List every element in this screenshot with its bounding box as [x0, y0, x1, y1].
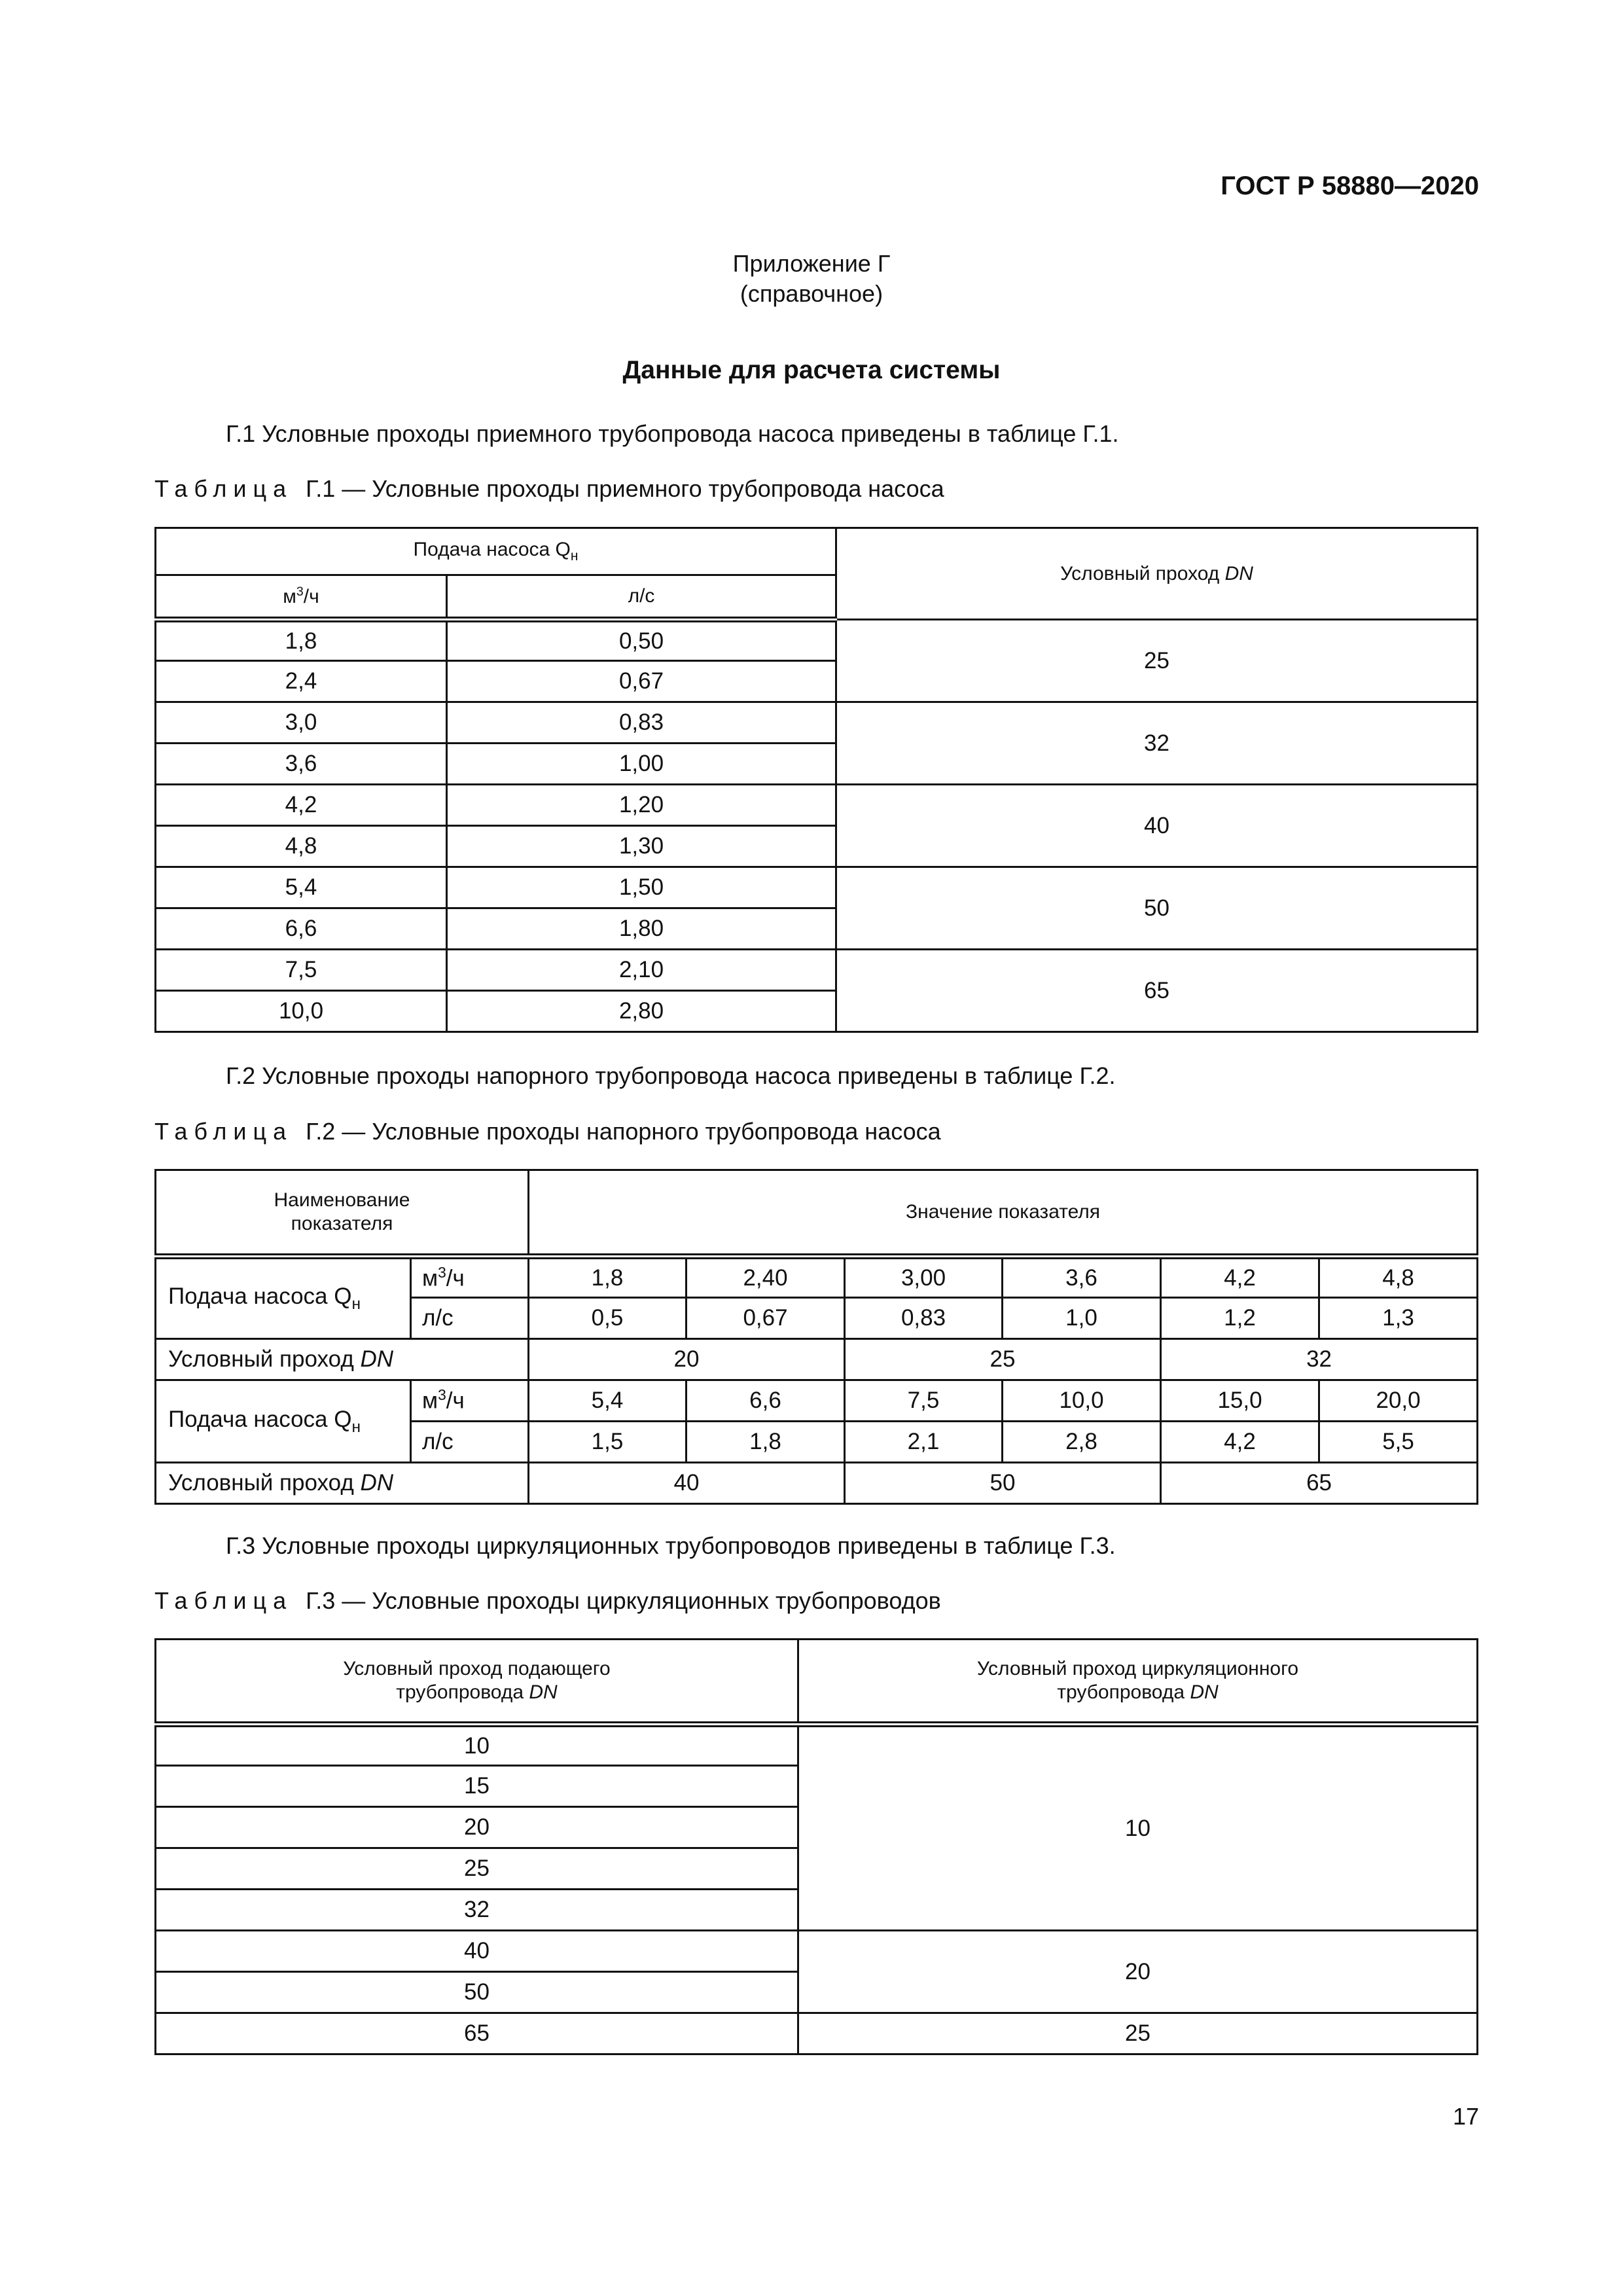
- dn-cell: 50: [845, 1463, 1161, 1504]
- table-2: [154, 1169, 1478, 1505]
- dn-label: Условный проход DN: [156, 1339, 529, 1380]
- value-cell: 4,2: [1161, 1422, 1319, 1463]
- value-cell: 1,0: [1003, 1298, 1161, 1339]
- m3-cell: 4,8: [156, 826, 447, 867]
- value-cell: 5,5: [1319, 1422, 1478, 1463]
- value-cell: 3,00: [845, 1257, 1003, 1298]
- page-number: 17: [1452, 2103, 1479, 2130]
- standard-number: ГОСТ Р 58880—2020: [1221, 171, 1479, 200]
- ls-cell: 1,20: [447, 785, 836, 826]
- m3-cell: 10,0: [156, 991, 447, 1032]
- value-cell: 6,6: [687, 1380, 845, 1422]
- value-cell: 2,1: [845, 1422, 1003, 1463]
- m3-cell: 4,2: [156, 785, 447, 826]
- supply-dn-header: Условный проход подающего трубопровода DN: [156, 1640, 798, 1725]
- unit-m3: $м^3/ч$: [411, 1380, 529, 1422]
- caption-word: Таблица: [154, 475, 293, 502]
- ls-header: л/с: [447, 575, 836, 620]
- circ-dn-cell: 25: [798, 2013, 1478, 2054]
- value-cell: 2,40: [687, 1257, 845, 1298]
- value-cell: 5,4: [529, 1380, 687, 1422]
- ls-cell: 2,80: [447, 991, 836, 1032]
- m3-cell: 3,0: [156, 702, 447, 744]
- ls-cell: 1,50: [447, 867, 836, 908]
- ls-cell: 1,80: [447, 908, 836, 950]
- dn-label: Условный проход DN: [156, 1463, 529, 1504]
- supply-dn-cell: 40: [156, 1931, 798, 1972]
- table-2-intro: Г.2 Условные проходы напорного трубопровода насоса приведены в таблице Г.2.: [226, 1062, 1116, 1089]
- dn-cell: 65: [1161, 1463, 1478, 1504]
- dn-cell: 25: [845, 1339, 1161, 1380]
- m3-cell: 3,6: [156, 744, 447, 785]
- value-cell: 0,5: [529, 1298, 687, 1339]
- value-cell: 0,67: [687, 1298, 845, 1339]
- ls-cell: 2,10: [447, 950, 836, 991]
- ls-cell: 0,67: [447, 661, 836, 702]
- value-cell: 1,5: [529, 1422, 687, 1463]
- value-cell: 1,2: [1161, 1298, 1319, 1339]
- dn-cell: 40: [529, 1463, 845, 1504]
- value-cell: 1,3: [1319, 1298, 1478, 1339]
- value-cell: 4,2: [1161, 1257, 1319, 1298]
- dn-cell: 20: [529, 1339, 845, 1380]
- circ-dn-header: Условный проход циркуляционного трубопровода DN: [798, 1640, 1478, 1725]
- caption-word: Таблица: [154, 1118, 293, 1145]
- dn-header: Условный проход DN: [836, 528, 1478, 620]
- supply-dn-cell: 10: [156, 1725, 798, 1766]
- dn-cell: 50: [836, 867, 1478, 950]
- m3-header: $м^3/ч$: [156, 575, 447, 620]
- value-cell: 0,83: [845, 1298, 1003, 1339]
- value-cell: 15,0: [1161, 1380, 1319, 1422]
- supply-dn-cell: 65: [156, 2013, 798, 2054]
- table-1-caption: [154, 475, 944, 503]
- value-cell: 4,8: [1319, 1257, 1478, 1298]
- supply-header: Подача насоса $Q_н$: [156, 528, 836, 575]
- table-2-caption: [154, 1118, 941, 1145]
- value-cell: 7,5: [845, 1380, 1003, 1422]
- caption-text: Г.3 — Условные проходы циркуляционных трубопроводов: [306, 1587, 941, 1614]
- circ-dn-cell: 20: [798, 1931, 1478, 2013]
- caption-text: Г.1 — Условные проходы приемного трубопровода насоса: [306, 475, 944, 502]
- ls-cell: 0,50: [447, 620, 836, 661]
- supply-dn-cell: 50: [156, 1972, 798, 2013]
- circ-dn-cell: 10: [798, 1725, 1478, 1931]
- value-cell: 3,6: [1003, 1257, 1161, 1298]
- dn-cell: 32: [836, 702, 1478, 785]
- value-header: Значение показателя: [529, 1170, 1478, 1257]
- value-cell: 10,0: [1003, 1380, 1161, 1422]
- value-cell: 1,8: [687, 1422, 845, 1463]
- table-1-intro: Г.1 Условные проходы приемного трубопровода насоса приведены в таблице Г.1.: [226, 420, 1119, 447]
- supply-dn-cell: 20: [156, 1807, 798, 1848]
- value-cell: 1,8: [529, 1257, 687, 1298]
- ls-cell: 0,83: [447, 702, 836, 744]
- dn-cell: 65: [836, 950, 1478, 1032]
- supply-dn-cell: 32: [156, 1890, 798, 1931]
- table-3-intro: Г.3 Условные проходы циркуляционных трубопроводов приведены в таблице Г.3.: [226, 1532, 1116, 1559]
- ls-cell: 1,30: [447, 826, 836, 867]
- m3-cell: 6,6: [156, 908, 447, 950]
- dn-cell: 32: [1161, 1339, 1478, 1380]
- supply-label: Подача насоса $Q_н$: [156, 1380, 411, 1463]
- ls-cell: 1,00: [447, 744, 836, 785]
- appendix-note: (справочное): [740, 280, 883, 307]
- appendix-title: Приложение Г: [732, 250, 891, 277]
- section-title: Данные для расчета системы: [622, 356, 1001, 384]
- supply-label: Подача насоса $Q_н$: [156, 1257, 411, 1339]
- unit-ls: л/с: [411, 1422, 529, 1463]
- unit-ls: л/с: [411, 1298, 529, 1339]
- supply-dn-cell: 25: [156, 1848, 798, 1890]
- caption-word: Таблица: [154, 1587, 293, 1614]
- supply-dn-cell: 15: [156, 1766, 798, 1807]
- table-3-caption: [154, 1587, 941, 1615]
- name-header: Наименование показателя: [156, 1170, 529, 1257]
- value-cell: 2,8: [1003, 1422, 1161, 1463]
- m3-cell: 5,4: [156, 867, 447, 908]
- caption-text: Г.2 — Условные проходы напорного трубопровода насоса: [306, 1118, 941, 1145]
- table-3: [154, 1638, 1478, 2055]
- dn-cell: 40: [836, 785, 1478, 867]
- dn-cell: 25: [836, 620, 1478, 702]
- table-1: [154, 527, 1478, 1033]
- unit-m3: $м^3/ч$: [411, 1257, 529, 1298]
- m3-cell: 1,8: [156, 620, 447, 661]
- m3-cell: 2,4: [156, 661, 447, 702]
- m3-cell: 7,5: [156, 950, 447, 991]
- value-cell: 20,0: [1319, 1380, 1478, 1422]
